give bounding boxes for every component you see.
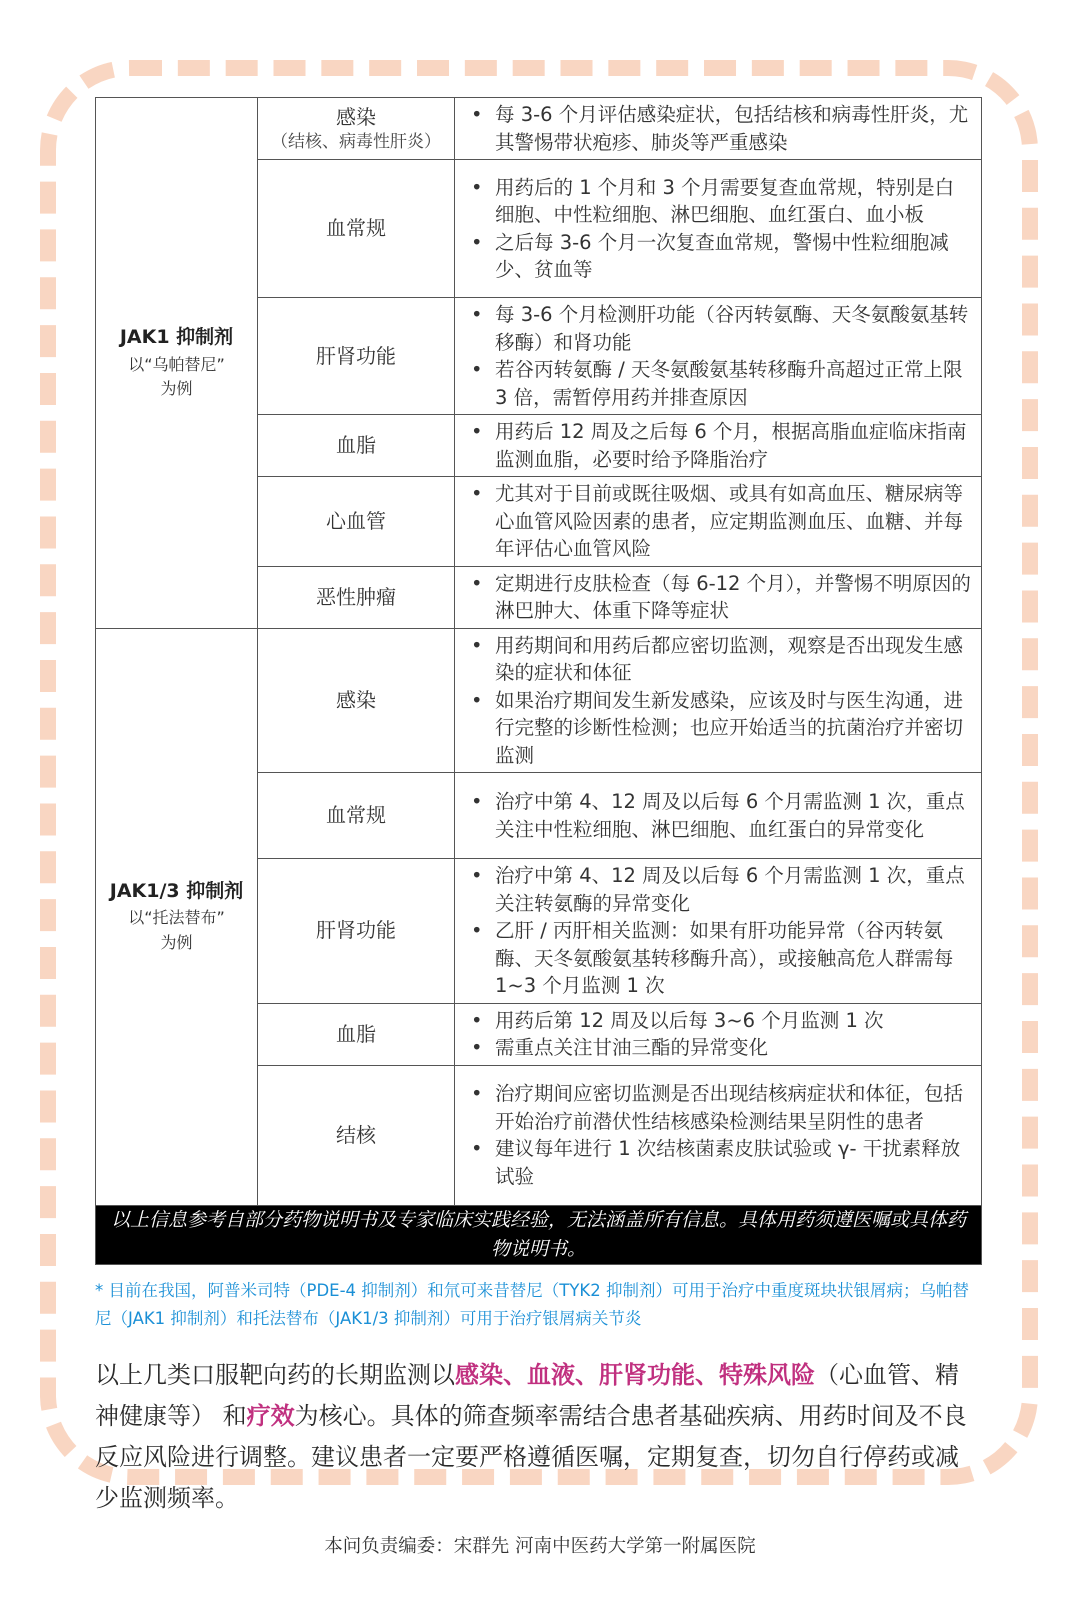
- description-cell: [455, 628, 982, 773]
- drug-example: 以“托法替布”: [128, 908, 225, 928]
- list-item: • 建议每年进行 1 次结核菌素皮肤试验或 γ- 干扰素释放试验: [469, 1135, 971, 1190]
- category-cell: [258, 160, 455, 298]
- bullet-list: [469, 862, 971, 1000]
- list-item: • 尤其对于目前或既往吸烟、或具有如高血压、糖尿病等心血管风险因素的患者，应定期监测血压、血糖、并每年评估心血管风险: [469, 480, 971, 563]
- list-item: • 治疗中第 4、12 周及以后每 6 个月需监测 1 次，重点关注转氨酶的异常变化: [469, 862, 971, 917]
- category-cell: [258, 628, 455, 773]
- drug-cell: [96, 628, 258, 1205]
- bullet-list: [469, 418, 971, 473]
- category-label: 感染: [336, 687, 376, 712]
- description-cell: [455, 160, 982, 298]
- bullet-list: [469, 632, 971, 770]
- category-cell: [258, 98, 455, 160]
- list-item: • 需重点关注甘油三酯的异常变化: [469, 1034, 971, 1062]
- list-item: • 治疗期间应密切监测是否出现结核病症状和体征，包括开始治疗前潜伏性结核感染检测结果呈阴性的患者: [469, 1080, 971, 1135]
- monitoring-table: [95, 97, 982, 1265]
- list-item: • 乙肝 / 丙肝相关监测：如果有肝功能异常（谷丙转氨酶、天冬氨酸氨基转移酶升高），或接触高危人群需每 1~3 个月监测 1 次: [469, 917, 971, 1000]
- bullet-list: [469, 1007, 971, 1062]
- category-label: 感染: [336, 104, 376, 129]
- disclaimer-note: 以上信息参考自部分药物说明书及专家临床实践经验，无法涵盖所有信息。具体用药须遵医嘱或具体药物说明书。: [96, 1205, 982, 1264]
- drug-example: 以“乌帕替尼”: [128, 354, 225, 374]
- category-cell: [258, 415, 455, 477]
- description-cell: [455, 1003, 982, 1065]
- description-cell: [455, 98, 982, 160]
- list-item: • 用药后的 1 个月和 3 个月需要复查血常规，特别是白细胞、中性粒细胞、淋巴细胞、血红蛋白、血小板: [469, 174, 971, 229]
- summary-highlight-1: 感染、血液、肝肾功能、特殊风险: [455, 1360, 815, 1389]
- category-label: 心血管: [326, 508, 386, 533]
- editor-credit: 本问负责编委：宋群先 河南中医药大学第一附属医院: [324, 1536, 756, 1557]
- table-row: [96, 98, 982, 160]
- table-row: [96, 628, 982, 773]
- list-item: • 之后每 3-6 个月一次复查血常规，警惕中性粒细胞减少、贫血等: [469, 229, 971, 284]
- description-cell: [455, 298, 982, 415]
- summary-paragraph: [95, 1355, 982, 1519]
- drug-example-suffix: 为例: [160, 379, 193, 399]
- list-item: • 如果治疗期间发生新发感染，应该及时与医生沟通，进行完整的诊断性检测；也应开始适当的抗菌治疗并密切监测: [469, 687, 971, 770]
- category-cell: [258, 859, 455, 1004]
- category-label: 血脂: [336, 1021, 376, 1046]
- summary-highlight-2: 疗效: [246, 1401, 295, 1430]
- bullet-list: [469, 1080, 971, 1190]
- drug-name: JAK1 抑制剂: [119, 326, 234, 349]
- category-cell: [258, 298, 455, 415]
- category-label: 肝肾功能: [316, 918, 396, 943]
- bullet-list: [469, 570, 971, 625]
- list-item: • 用药期间和用药后都应密切监测，观察是否出现发生感染的症状和体征: [469, 632, 971, 687]
- drug-name: JAK1/3 抑制剂: [109, 879, 244, 902]
- bullet-list: [469, 480, 971, 563]
- category-sublabel: （结核、病毒性肝炎）: [271, 131, 441, 152]
- bullet-list: [469, 788, 971, 843]
- bullet-list: [469, 101, 971, 156]
- description-cell: [455, 566, 982, 628]
- bullet-list: [469, 174, 971, 284]
- category-label: 血常规: [326, 216, 386, 240]
- bullet-list: [469, 301, 971, 411]
- description-cell: [455, 477, 982, 567]
- list-item: • 每 3-6 个月检测肝功能（谷丙转氨酶、天冬氨酸氨基转移酶）和肾功能: [469, 301, 971, 356]
- description-cell: [455, 773, 982, 859]
- summary-text-2: （心血管、精神健康等） 和: [95, 1360, 959, 1430]
- category-cell: [258, 566, 455, 628]
- list-item: • 用药后第 12 周及以后每 3~6 个月监测 1 次: [469, 1007, 971, 1035]
- category-label: 结核: [336, 1122, 376, 1147]
- list-item: • 若谷丙转氨酶 / 天冬氨酸氨基转移酶升高超过正常上限 3 倍，需暂停用药并排查原因: [469, 356, 971, 411]
- list-item: • 每 3-6 个月评估感染症状，包括结核和病毒性肝炎，尤其警惕带状疱疹、肺炎等严重感染: [469, 101, 971, 156]
- list-item: • 治疗中第 4、12 周及以后每 6 个月需监测 1 次，重点关注中性粒细胞、淋巴细胞、血红蛋白的异常变化: [469, 788, 971, 843]
- summary-text-1: 以上几类口服靶向药的长期监测以: [95, 1360, 455, 1389]
- drug-cell: [96, 98, 258, 629]
- list-item: • 定期进行皮肤检查（每 6-12 个月），并警惕不明原因的淋巴肿大、体重下降等症状: [469, 570, 971, 625]
- category-cell: [258, 773, 455, 859]
- category-cell: [258, 477, 455, 567]
- category-label: 血脂: [336, 433, 376, 457]
- footnote: * 目前在我国，阿普米司特（PDE-4 抑制剂）和氘可来昔替尼（TYK2 抑制剂）可用于治疗中重度斑块状银屑病；乌帕替尼（JAK1 抑制剂）和托法替布（JAK1/3 抑制剂）可用于治疗银屑病关节炎: [95, 1280, 969, 1328]
- summary-text-3: 为核心。具体的筛查频率需结合患者基础疾病、用药时间及不良反应风险进行调整。建议患者一定要严格遵循医嘱，定期复查，切勿自行停药或减少监测频率。: [95, 1401, 967, 1512]
- description-cell: [455, 859, 982, 1004]
- drug-example-suffix: 为例: [160, 933, 193, 953]
- description-cell: [455, 1065, 982, 1205]
- category-label: 肝肾功能: [316, 343, 396, 368]
- category-label: 血常规: [326, 803, 386, 827]
- category-label: 恶性肿瘤: [316, 584, 396, 609]
- description-cell: [455, 415, 982, 477]
- main-content: [95, 97, 982, 1519]
- category-cell: [258, 1003, 455, 1065]
- category-cell: [258, 1065, 455, 1205]
- list-item: • 用药后 12 周及之后每 6 个月，根据高脂血症临床指南监测血脂，必要时给予降脂治疗: [469, 418, 971, 473]
